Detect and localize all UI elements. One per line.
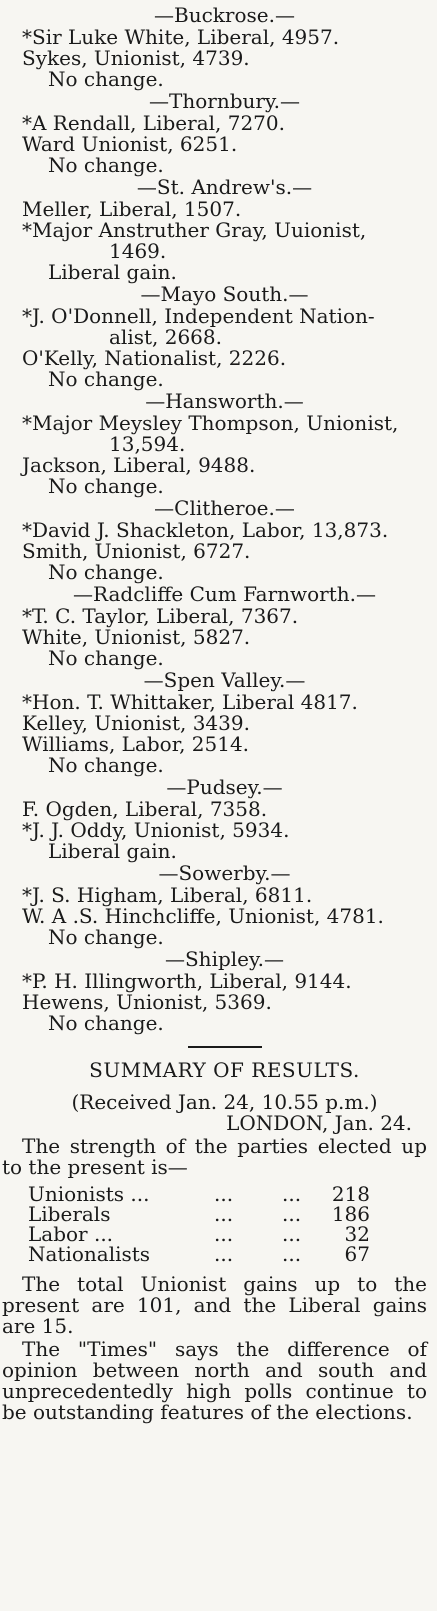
candidate-line: Ward Unionist, 6251.	[22, 132, 238, 156]
result-block	[22, 583, 427, 669]
leader-dots: ...	[214, 1182, 234, 1206]
seat-count: 186	[331, 1202, 370, 1226]
candidate-line: *J. J. Oddy, Unionist, 5934.	[22, 818, 290, 842]
candidate-line: O'Kelly, Nationalist, 2226.	[22, 346, 287, 370]
result-block	[22, 776, 427, 862]
constituency-heading: —Mayo South.—	[140, 282, 309, 306]
dateline: LONDON, Jan. 24.	[226, 1111, 412, 1135]
candidate-line: *Hon. T. Whittaker, Liberal 4817.	[22, 690, 358, 714]
leader-dots: ...	[214, 1242, 234, 1266]
candidate-line: *Major Anstruther Gray, Uuionist,	[22, 218, 367, 242]
candidate-line: *A Rendall, Liberal, 7270.	[22, 111, 285, 135]
candidate-line: *David J. Shackleton, Labor, 13,873.	[22, 518, 389, 542]
party-name: Labor ...	[28, 1222, 114, 1246]
party-row	[28, 1204, 370, 1224]
summary-heading: SUMMARY OF RESULTS.	[89, 1058, 360, 1082]
constituency-heading: —Pudsey.—	[166, 775, 283, 799]
result-outcome: No change.	[48, 925, 164, 949]
candidate-line: Jackson, Liberal, 9488.	[22, 453, 256, 477]
leader-dots: ...	[214, 1222, 234, 1246]
candidate-line: Kelley, Unionist, 3439.	[22, 711, 250, 735]
candidate-line: *J. S. Higham, Liberal, 6811.	[22, 883, 313, 907]
result-outcome: No change.	[48, 67, 164, 91]
party-row	[28, 1244, 370, 1264]
result-block	[22, 948, 427, 1034]
constituency-heading: —Radcliffe Cum Farnworth.—	[72, 582, 377, 606]
candidate-line: *T. C. Taylor, Liberal, 7367.	[22, 604, 299, 628]
result-outcome: No change.	[48, 753, 164, 777]
result-outcome: No change.	[48, 153, 164, 177]
result-block	[22, 862, 427, 948]
result-block	[22, 4, 427, 90]
leader-dots: ...	[214, 1202, 234, 1226]
constituency-heading: —Hansworth.—	[145, 389, 304, 413]
candidate-line: *P. H. Illingworth, Liberal, 9144.	[22, 969, 352, 993]
result-outcome: No change.	[48, 1011, 164, 1035]
seat-count: 32	[344, 1222, 370, 1246]
constituency-heading: —Buckrose.—	[154, 3, 295, 27]
result-outcome: Liberal gain.	[48, 839, 177, 863]
candidate-line: White, Unionist, 5827.	[22, 625, 251, 649]
result-outcome: No change.	[48, 560, 164, 584]
result-outcome: No change.	[48, 646, 164, 670]
leader-dots: ...	[282, 1242, 302, 1266]
party-strength-table	[28, 1184, 370, 1264]
candidate-line: Williams, Labor, 2514.	[22, 732, 250, 756]
result-block	[22, 90, 427, 176]
candidate-line: W. A .S. Hinchcliffe, Unionist, 4781.	[22, 904, 384, 928]
candidate-line: Meller, Liberal, 1507.	[22, 197, 242, 221]
party-row	[28, 1184, 370, 1204]
candidate-line-continuation: alist, 2668.	[109, 325, 222, 349]
result-outcome: No change.	[48, 367, 164, 391]
candidate-line: F. Ogden, Liberal, 7358.	[22, 797, 268, 821]
candidate-line: Smith, Unionist, 6727.	[22, 539, 251, 563]
candidate-line-continuation: 13,594.	[109, 432, 186, 456]
result-block	[22, 283, 427, 390]
candidate-line: Hewens, Unionist, 5369.	[22, 990, 272, 1014]
gains-paragraph: The total Unionist gains up to the present are 101, and the Liberal gains are 15.	[2, 1272, 427, 1338]
candidate-line: *J. O'Donnell, Independent Nation-	[22, 304, 375, 328]
leader-dots: ...	[282, 1182, 302, 1206]
seat-count: 218	[331, 1182, 370, 1206]
party-row	[28, 1224, 370, 1244]
received-line: (Received Jan. 24, 10.55 p.m.)	[71, 1090, 378, 1114]
constituency-heading: —Shipley.—	[164, 947, 284, 971]
constituency-heading: —Clitheroe.—	[154, 496, 295, 520]
result-block	[22, 497, 427, 583]
seat-count: 67	[344, 1242, 370, 1266]
candidate-line-continuation: 1469.	[109, 239, 167, 263]
leader-dots: ...	[282, 1222, 302, 1246]
constituency-heading: —Sowerby.—	[158, 861, 291, 885]
result-block	[22, 176, 427, 283]
candidate-line: *Major Meysley Thompson, Unionist,	[22, 411, 399, 435]
candidate-line: *Sir Luke White, Liberal, 4957.	[22, 25, 340, 49]
result-block	[22, 390, 427, 497]
leader-dots: ...	[282, 1202, 302, 1226]
party-name: Liberals	[28, 1202, 111, 1226]
result-outcome: No change.	[48, 474, 164, 498]
result-outcome: Liberal gain.	[48, 260, 177, 284]
constituency-heading: —St. Andrew's.—	[136, 175, 313, 199]
constituency-results	[22, 4, 427, 1034]
party-name: Unionists ...	[28, 1182, 150, 1206]
strength-intro: The strength of the parties elected up to the present is—	[2, 1134, 427, 1179]
section-divider	[188, 1046, 262, 1048]
constituency-heading: —Spen Valley.—	[143, 668, 306, 692]
result-block	[22, 669, 427, 776]
constituency-heading: —Thornbury.—	[149, 89, 300, 113]
party-name: Nationalists	[28, 1242, 151, 1266]
candidate-line: Sykes, Unionist, 4739.	[22, 46, 250, 70]
times-paragraph: The "Times" says the difference of opinion between north and south and unprecedentedly high polls continue to be outstanding features of the elections.	[2, 1337, 427, 1424]
